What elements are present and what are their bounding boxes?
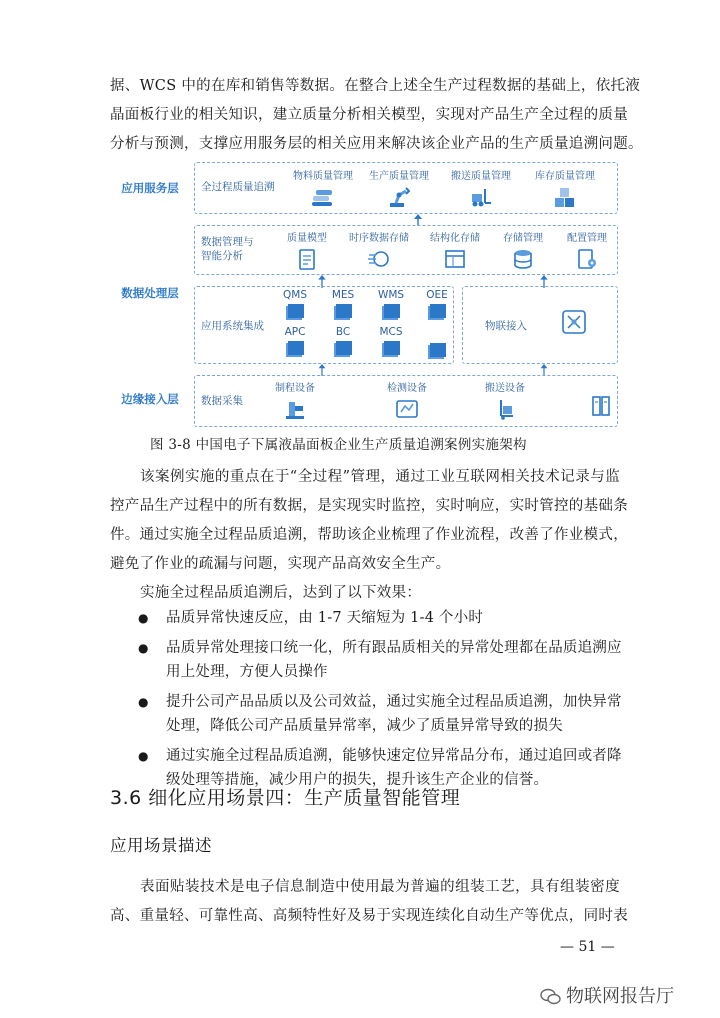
- module-structured-storage: [423, 229, 487, 270]
- book-stack-icon: [332, 303, 354, 323]
- data-box-label-line: 智能分析: [201, 250, 243, 262]
- bullet-marker: ●: [138, 641, 149, 655]
- network-node-icon: [561, 309, 587, 335]
- module-label: 生产质量管理: [369, 171, 429, 182]
- section-title: 3.6 细化应用场景四：生产质量智能管理: [110, 787, 461, 809]
- case-line: 该案例实施的重点在于“全过程”管理，通过工业互联网相关技术记录与监: [140, 469, 620, 485]
- system-label: QMS: [283, 289, 307, 301]
- edge-collection-box: [194, 375, 618, 427]
- boxes-icon: [553, 186, 577, 208]
- bullet-marker: ●: [138, 611, 149, 625]
- module-storage-management: [491, 229, 555, 270]
- case-line: 件。通过实施全过程品质追溯，帮助该企业梳理了作业流程，改善了作业模式，: [110, 527, 628, 543]
- module-label: 时序数据存储: [349, 233, 409, 244]
- device-label: 搬送设备: [485, 383, 525, 394]
- device-label: 检测设备: [387, 383, 427, 394]
- system-apc: [273, 326, 317, 360]
- book-stack-icon: [426, 342, 448, 362]
- module-label: 配置管理: [567, 233, 607, 244]
- module-label: 存储管理: [503, 233, 543, 244]
- book-stack-icon: [284, 303, 306, 323]
- page-number: — 51 —: [560, 939, 615, 955]
- list-item-line: 用上处理，方便人员操作: [166, 664, 328, 680]
- effects-intro: [110, 579, 620, 608]
- device-inspection: [375, 379, 439, 420]
- system-wms: [369, 289, 413, 323]
- layer-label-edge: 边缘接入层: [121, 392, 179, 406]
- case-line: 控产品生产过程中的所有数据，是实现实时监控，实时响应，实时管控的基础条: [110, 498, 628, 514]
- list-item-line: 处理，降低公司产品质量异常率，减少了质量异常导致的损失: [166, 718, 563, 734]
- intro-line: 晶面板行业的相关知识，建立质量分析相关模型，实现对产品生产全过程的质量: [110, 107, 628, 123]
- book-stack-icon: [380, 340, 402, 360]
- module-inventory-quality: [533, 167, 597, 208]
- pipes-icon: [311, 186, 335, 208]
- module-label: 质量模型: [287, 233, 327, 244]
- wechat-icon: [540, 988, 562, 1006]
- smt-line: 高、重量轻、可靠性高、高频特性好及易于实现连续化自动生产等优点，同时表: [110, 908, 628, 924]
- module-material-quality: [291, 167, 355, 208]
- effects-intro-line: 实施全过程品质追溯后，达到了以下效果：: [140, 585, 422, 601]
- layer-label-processing: 数据处理层: [121, 286, 179, 300]
- case-paragraph: [110, 463, 628, 579]
- device-transport: [473, 379, 537, 420]
- speed-lines-icon: [367, 248, 391, 270]
- table-icon: [443, 248, 467, 270]
- hand-truck-icon: [493, 398, 517, 420]
- machine-icon: [283, 398, 307, 420]
- module-label: 结构化存储: [430, 233, 480, 244]
- module-timeseries-storage: [347, 229, 411, 270]
- bullet-marker: ●: [138, 749, 149, 763]
- device-cabinet: [569, 379, 633, 417]
- edge-box-label: 数据采集: [201, 395, 243, 407]
- subsection-title: 应用场景描述: [110, 836, 212, 855]
- iot-box-label: 物联接入: [485, 320, 527, 332]
- book-stack-icon: [380, 303, 402, 323]
- system-label: BC: [335, 326, 351, 338]
- intro-line: 据、WCS 中的在库和销售等数据。在整合上述全生产过程数据的基础上，依托液: [110, 78, 641, 94]
- bullet-marker: ●: [138, 695, 149, 709]
- intro-paragraph: [110, 72, 643, 159]
- list-item-line: 品质异常处理接口统一化，所有跟品质相关的异常处理都在品质追溯应: [166, 640, 622, 656]
- book-stack-icon: [332, 340, 354, 360]
- figure-caption: 图 3-8 中国电子下属液晶面板企业生产质量追溯案例实施架构: [150, 437, 527, 453]
- server-cabinet-icon: [589, 395, 613, 417]
- list-item-line: 品质异常快速反应，由 1-7 天缩短为 1-4 个小时: [166, 610, 484, 626]
- system-bc: [321, 326, 365, 360]
- system-oee: [415, 289, 459, 323]
- system-placeholder: [415, 326, 459, 362]
- system-label: OEE: [426, 289, 448, 301]
- system-qms: [273, 289, 317, 323]
- system-label: MES: [331, 289, 355, 301]
- device-label: 制程设备: [275, 383, 315, 394]
- system-mcs: [369, 326, 413, 360]
- module-label: 库存质量管理: [535, 171, 595, 182]
- inspection-icon: [395, 398, 419, 420]
- robot-arm-icon: [387, 186, 411, 208]
- case-line: 避免了作业的疏漏与问题，实现产品高效安全生产。: [110, 556, 451, 572]
- settings-doc-icon: [575, 248, 599, 270]
- system-label: APC: [284, 326, 306, 338]
- module-transport-quality: [449, 167, 513, 208]
- watermark-text: 物联网报告厅: [566, 986, 674, 1007]
- database-icon: [511, 248, 535, 270]
- module-config-management: [555, 229, 619, 270]
- list-item-line: 通过实施全过程品质追溯，能够快速定位异常品分布，通过追回或者降: [166, 748, 622, 764]
- smt-line: 表面贴装技术是电子信息制造中使用最为普遍的组装工艺，具有组装密度: [140, 879, 620, 895]
- watermark: [540, 982, 674, 1008]
- architecture-diagram: [110, 160, 620, 430]
- module-label: 物料质量管理: [293, 171, 353, 182]
- book-stack-icon: [284, 340, 306, 360]
- system-label: MCS: [379, 326, 403, 338]
- data-management-box: [194, 225, 618, 275]
- list-item-line: 提升公司产品品质以及公司效益，通过实施全过程品质追溯，加快异常: [166, 694, 622, 710]
- smt-paragraph: [110, 873, 628, 931]
- list-item-line: 级处理等措施，减少用户的损失，提升该生产企业的信誉。: [166, 772, 549, 788]
- intro-line: 分析与预测，支撑应用服务层的相关应用来解决该企业产品的生产质量追溯问题。: [110, 136, 643, 152]
- device-process: [263, 379, 327, 420]
- effects-list: [130, 606, 620, 798]
- system-label: WMS: [377, 289, 405, 301]
- integration-box: [194, 286, 454, 364]
- layer-label-service: 应用服务层: [121, 181, 179, 195]
- service-box: [194, 162, 618, 214]
- clipboard-icon: [295, 248, 319, 270]
- book-stack-icon: [426, 303, 448, 323]
- forklift-icon: [469, 186, 493, 208]
- module-production-quality: [367, 167, 431, 208]
- list-item: [130, 636, 620, 684]
- service-box-label: 全过程质量追溯: [201, 181, 275, 193]
- module-label: 搬送质量管理: [451, 171, 511, 182]
- module-quality-model: [275, 229, 339, 270]
- data-box-label: [201, 235, 254, 263]
- list-item: [130, 606, 620, 630]
- system-mes: [321, 289, 365, 323]
- iot-access-box: [462, 286, 618, 364]
- integration-box-label: 应用系统集成: [201, 320, 264, 332]
- data-box-label-line: 数据管理与: [201, 236, 254, 248]
- list-item: [130, 690, 620, 738]
